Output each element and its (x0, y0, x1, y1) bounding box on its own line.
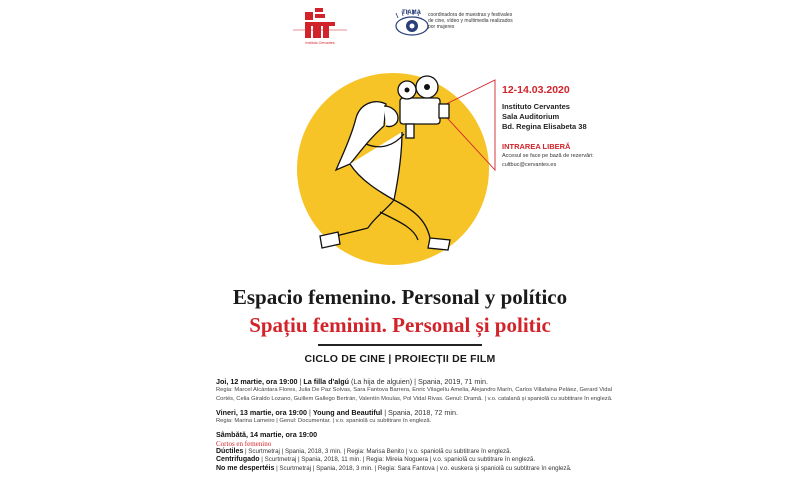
short-info: | Scurtmetraj | Spania, 2018, 3 min. | Regia: Sara Fantova | v.o. euskera și spaniolă cu subtitrare în engleză. (276, 464, 572, 472)
instituto-cervantes-logo (285, 8, 355, 46)
cervantes-caption: Instituto Cervantes (305, 41, 335, 45)
event-date: 12-14.03.2020 (502, 84, 570, 96)
event-info (502, 84, 612, 169)
cycle-heading: CICLO DE CINE | PROIECȚII DE FILM (304, 353, 496, 365)
title-romanian: Spațiu feminin. Personal și politic (249, 313, 551, 337)
reservation-email[interactable]: cultbuc@cervantes.es (502, 162, 557, 168)
film-meta: | Spania, 2019, 71 min. (414, 377, 488, 386)
short-info: | Scurtmetraj | Spania, 2018, 11 min. | Regia: Mireia Noguera | v.o. spaniolă cu subtitrare în engleză. (261, 456, 536, 464)
screening-datetime: Vineri, 13 martie, ora 19:00 (216, 407, 307, 417)
venue-line-3: Bd. Regina Elisabeta 38 (502, 122, 587, 131)
film-program (216, 378, 616, 479)
film-title: La filla d'algú (303, 377, 350, 386)
shorts-heading: Cortos en femenino (216, 439, 272, 448)
tiama-tagline: coordinadora de muestras y festivales de cine, vídeo y multimedia realizados por mujeres (428, 12, 513, 30)
short-title: No me despertéis (216, 464, 275, 472)
film-credits: Regia: Marina Lameiro | Genul: Documentar. | v.o. spaniolă cu subtitrare în engleză. (216, 418, 432, 425)
program-entry: Vineri, 13 martie, ora 19:00 | Young and Beautiful | Spania, 2018, 72 min. Regia: Marina Lameiro | Genul: Documentar. | v.o. spaniolă cu subtitrare în engleză. (216, 409, 616, 426)
tiama-name: TIAMA (402, 10, 421, 16)
venue-line-1: Instituto Cervantes (502, 102, 570, 111)
program-entry (216, 431, 616, 472)
film-credits: Regia: Marcel Alcántara Flores, Julia De Paz Solvas, Sara Fantova Barrera, Enric Vilagelíu Amelia, Alejandro Marín, Carlos Villafaina Peláez, Gerard Vidal Cortés, Celia Giraldo Lozano, Guillem Gallego Bertrán, Valentín Moulas, Pol Vidal Rivas. Genul: Dramă. | v.o. catalană și spaniolă cu subtitrare în engleză. (216, 387, 613, 402)
free-entry-label: INTRAREA LIBERĂ (502, 142, 571, 151)
woman-camera-illustration (290, 60, 510, 270)
film-alt-title: (La hija de alguien) (351, 377, 413, 386)
title-spanish: Espacio femenino. Personal y político (232, 285, 568, 309)
program-entry: Joi, 12 martie, ora 19:00 | La filla d'algú (La hija de alguien) | Spania, 2019, 71 min. Regia: Marcel Alcántara Flores, Julia De Paz Solvas, Sara Fantova Barrera, Enric Vilagelíu Amelia, Alejandro Marín, Carlos Villafaina Peláez, Gerard Vidal Cortés, Celia Giraldo Lozano, Guillem Gallego Bertrán, Valentín Moulas, Pol Vidal Rivas. Genul: Dramă. | v.o. catalană și spaniolă cu subtitrare în engleză. (216, 378, 616, 403)
short-film-item (216, 448, 616, 456)
short-film-item (216, 465, 616, 473)
title-divider (318, 344, 482, 346)
reservation-note: Accesul se face pe bază de rezervări: (502, 153, 594, 159)
short-info: | Scurtmetraj | Spania, 2018, 3 min. | Regia: Marisa Benito | v.o. spaniolă cu subtitrare în engleză. (244, 448, 512, 456)
venue-line-2: Sala Auditorium (502, 112, 560, 121)
short-film-item (216, 456, 616, 464)
screening-datetime: Joi, 12 martie, ora 19:00 (216, 377, 298, 386)
screening-datetime: Sâmbătă, 14 martie, ora 19:00 (216, 430, 318, 440)
film-title: Young and Beautiful (312, 407, 383, 417)
film-meta: | Spania, 2018, 72 min. (384, 407, 458, 417)
short-title: Dúctiles (216, 448, 244, 456)
short-title: Centrifugado (216, 456, 260, 464)
